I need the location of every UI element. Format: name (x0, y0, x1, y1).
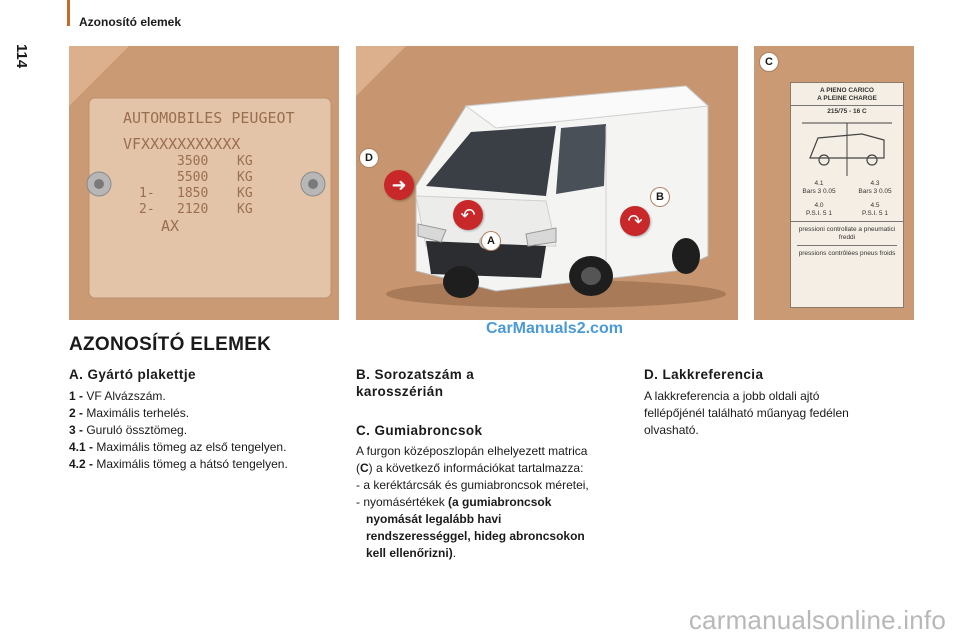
item-text: Maximális tömeg az első tengelyen. (93, 440, 287, 454)
plate-row-value: 2120 (177, 202, 209, 217)
item-text: Maximális terhelés. (83, 406, 190, 420)
intro-rest: ) a következő információkat tartalmazza: (368, 461, 584, 475)
bullet-2-cont (356, 511, 631, 528)
bullet-2-bold: (a gumiabroncsok (448, 495, 552, 509)
plate-row (139, 186, 253, 202)
section-a-list (69, 388, 339, 473)
header-accent-bar (67, 0, 70, 26)
watermark: CarManuals2.com (486, 320, 623, 337)
marker-b: B (651, 188, 669, 206)
list-item (69, 388, 339, 405)
section-c-body (356, 443, 631, 562)
tyre-sticker (790, 82, 904, 308)
paren-open: ( (356, 461, 360, 475)
page-number: 114 (13, 44, 30, 69)
section-a (69, 366, 339, 473)
plate-code: AX (161, 217, 180, 235)
section-c-intro-1: A furgon középoszlopán elhelyezett matrica (356, 444, 588, 458)
sticker-line2: A PLEINE CHARGE (791, 95, 903, 106)
sticker-note2: pressions contrôlées pneus froids (798, 250, 896, 257)
plate-row-label (139, 154, 177, 170)
plate-row-value: 3500 (177, 154, 209, 169)
section-b-title-line1: B. Sorozatszám a (356, 367, 475, 382)
section-c-intro-2 (356, 460, 631, 477)
section-d-line: fellépőjénél található műanyag fedélen (644, 406, 849, 420)
section-d-title: D. Lakkreferencia (644, 367, 764, 382)
plate-row-label: 1- (139, 186, 155, 201)
plate-row-value: 5500 (177, 170, 209, 185)
sticker-left-val: 4.1 (814, 180, 824, 187)
van-outline-icon (792, 118, 902, 178)
arrow-a-icon: ↶ (453, 200, 483, 230)
section-c (356, 422, 631, 562)
plate-row-unit: KG (237, 202, 253, 217)
sticker-left-bar: Bars 3 0.05 (802, 188, 836, 195)
plate-row (139, 154, 253, 170)
section-d-body (644, 388, 914, 439)
bullet-2-bold: kell ellenőrizni) (366, 546, 453, 560)
plate-row-unit: KG (237, 170, 253, 185)
bullet-2-cont (356, 545, 631, 562)
list-item (69, 456, 339, 473)
sticker-right-psi: P.S.I. 5 1 (862, 210, 888, 217)
header-title: Azonosító elemek (79, 15, 182, 29)
bullet-2 (356, 494, 631, 511)
arrow-d-icon: ➜ (384, 170, 414, 200)
marker-a: A (482, 232, 500, 250)
plate-maker: AUTOMOBILES PEUGEOT (123, 109, 295, 127)
tyre-label-image (754, 46, 914, 320)
plate-row-label: 2- (139, 202, 155, 217)
item-text: VF Alvázszám. (83, 389, 166, 403)
section-c-title: C. Gumiabroncsok (356, 423, 483, 438)
item-number: 3 - (69, 423, 84, 437)
section-a-title: A. Gyártó plakettje (69, 367, 196, 382)
section-d-line: A lakkreferencia a jobb oldali ajtó (644, 389, 820, 403)
sticker-right-val: 4.3 (870, 180, 880, 187)
arrow-b-icon: ↷ (620, 206, 650, 236)
sticker-right-val2: 4.5 (870, 202, 880, 209)
plate-rows (139, 154, 253, 218)
item-number: 2 - (69, 406, 84, 420)
plate-row-value: 1850 (177, 186, 209, 201)
sticker-left-psi: P.S.I. 5 1 (806, 210, 832, 217)
bullet-2-cont (356, 528, 631, 545)
sticker-note1: pressioni controllate a pneumatici freddi (797, 226, 897, 246)
list-item (69, 422, 339, 439)
plate-row-label (139, 170, 177, 186)
bullet-2-end: . (452, 546, 457, 560)
plate-row-unit: KG (237, 154, 253, 169)
bullet-2-lead: - nyomásértékek (356, 495, 449, 509)
plate-row-unit: KG (237, 186, 253, 201)
item-number: 4.2 - (69, 457, 94, 471)
sticker-left-val2: 4.0 (814, 202, 824, 209)
item-number: 4.1 - (69, 440, 94, 454)
item-text: Guruló össztömeg. (83, 423, 188, 437)
sticker-right-bar: Bars 3 0.05 (858, 188, 892, 195)
section-d (644, 366, 914, 439)
item-text: Maximális tömeg a hátsó tengelyen. (93, 457, 288, 471)
section-d-line: olvasható. (644, 423, 699, 437)
sticker-size: 215/75 - 16 C (827, 108, 867, 115)
van-image (356, 46, 738, 320)
bullet-1: - a keréktárcsák és gumiabroncsok méretei, (356, 478, 589, 492)
plate-row (139, 202, 253, 218)
page-title: AZONOSÍTÓ ELEMEK (69, 334, 272, 355)
plate-vin: VFXXXXXXXXXXX (123, 135, 241, 153)
ref-c: C (360, 461, 369, 475)
bullet-2-bold: rendszerességgel, hideg abroncsokon (366, 529, 585, 543)
footer-watermark: carmanualsonline.info (688, 605, 946, 635)
item-number: 1 - (69, 389, 84, 403)
list-item (69, 405, 339, 422)
list-item (69, 439, 339, 456)
sticker-line1: A PIENO CARICO (820, 87, 874, 94)
bullet-2-bold: nyomását legalább havi (366, 512, 502, 526)
plate-row (139, 170, 253, 186)
section-b-title-line2: karosszérián (356, 384, 444, 399)
plate-image (69, 46, 339, 320)
marker-d: D (360, 149, 378, 167)
section-b (356, 366, 626, 400)
marker-c: C (760, 53, 778, 71)
